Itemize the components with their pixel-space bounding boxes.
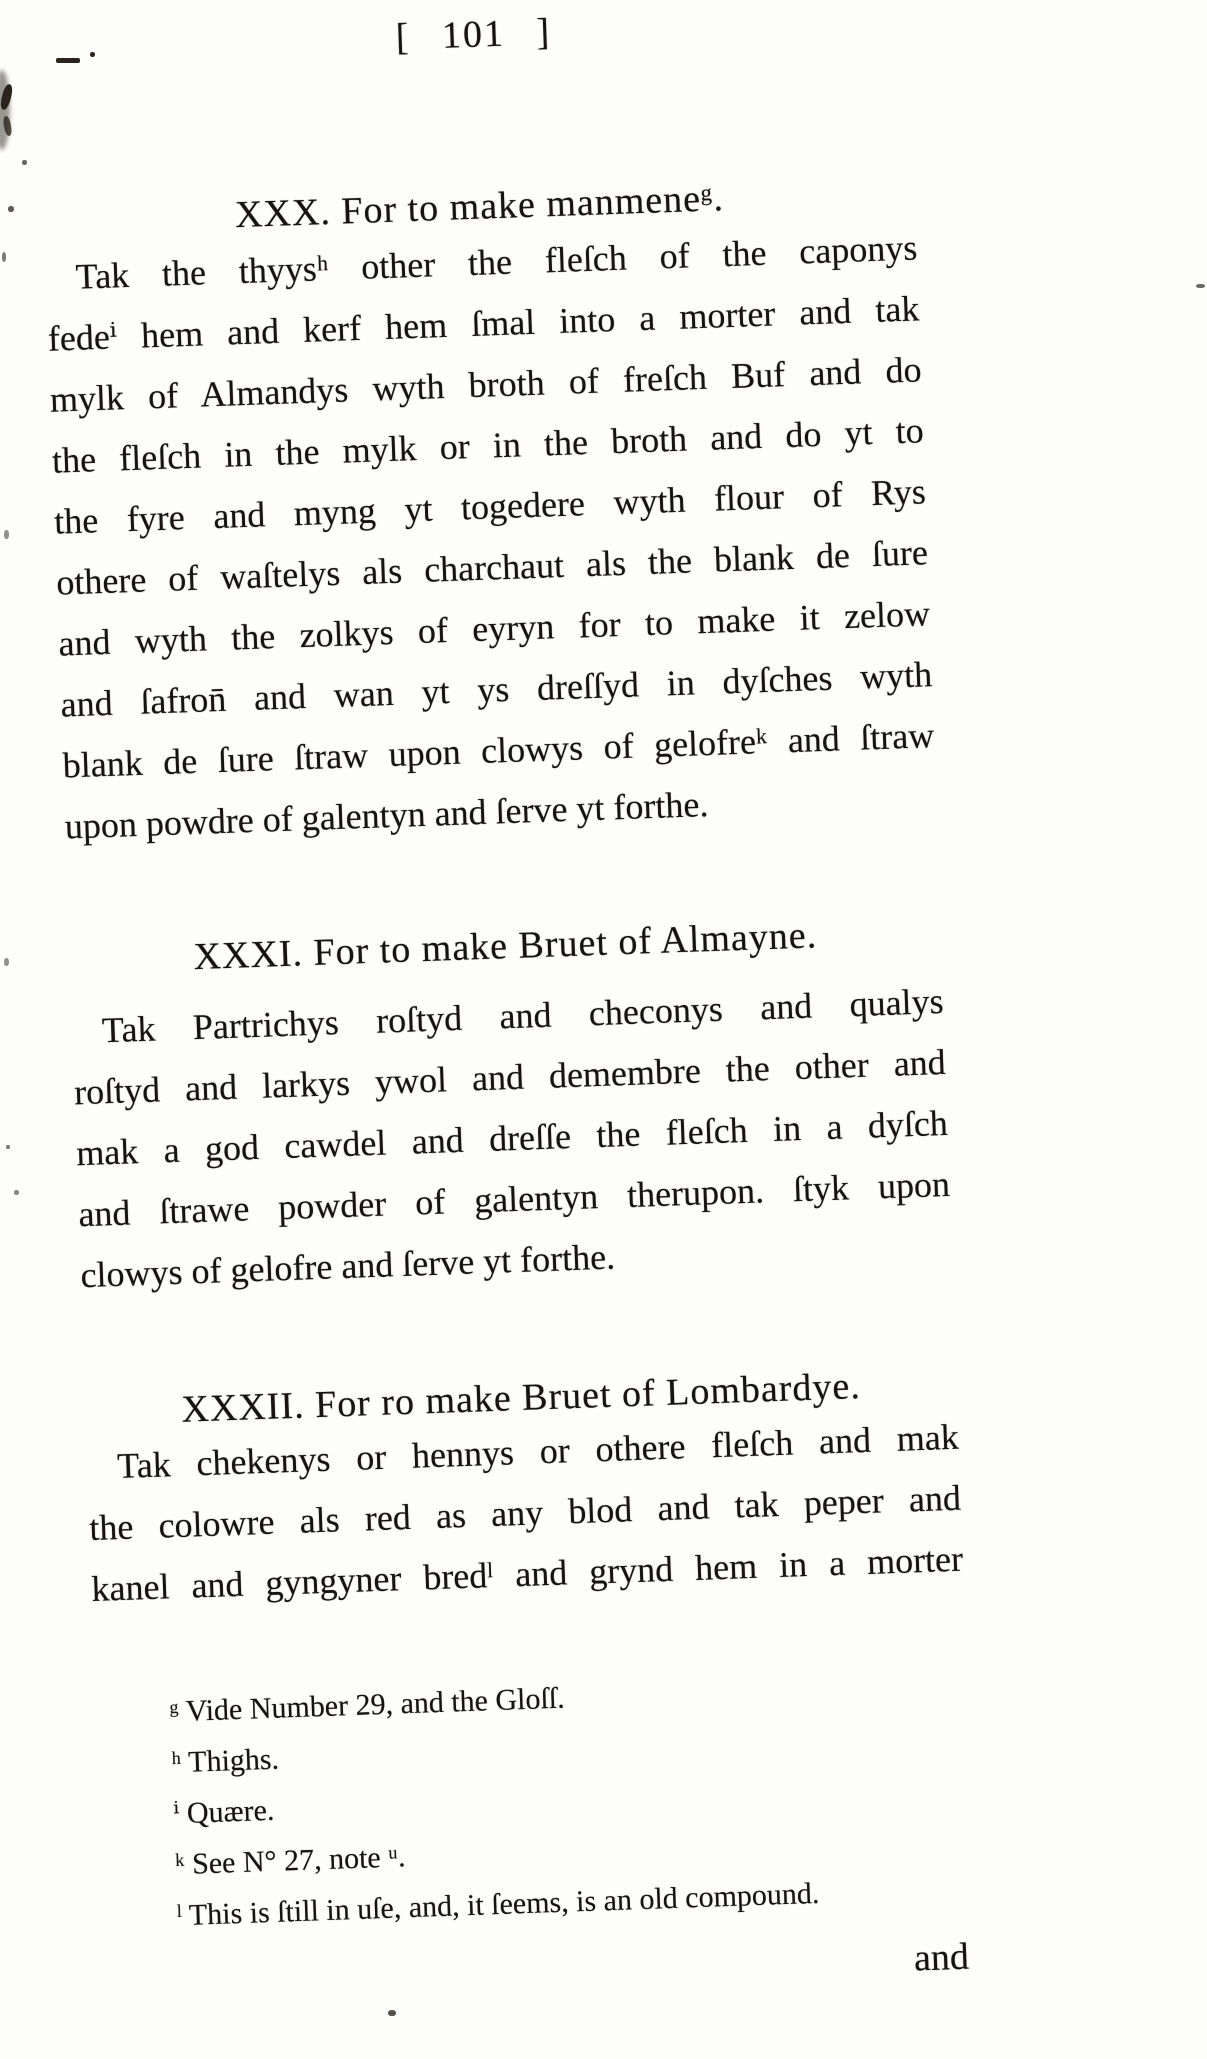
scan-smudge: [0, 70, 10, 150]
text-line: mylk of Almandys wyth broth of freſch Buf and do: [49, 349, 923, 420]
page-number: [ 101 ]: [395, 11, 552, 59]
text-line: the colowre als red as any blod and tak peper and: [88, 1477, 962, 1549]
text-line: fedeⁱ hem and kerf hem ſmal into a morter and tak: [47, 288, 920, 359]
recipe-heading-xxx: XXX. For to make manmeneᵍ.: [234, 177, 725, 237]
scan-speck: [4, 958, 9, 966]
text-line: ᵍ Vide Number 29, and the Gloſſ.: [169, 1681, 566, 1729]
catchword: and: [913, 1935, 970, 1980]
text-line: ʰ Thighs.: [171, 1742, 280, 1780]
text-line: upon powdre of galentyn and ſerve yt forthe.: [64, 784, 709, 847]
text-line: clowys of gelofre and ſerve yt forthe.: [79, 1236, 616, 1296]
text-line: and ſafron̄ and wan yt ys dreſſyd in dyſches wyth: [59, 654, 933, 725]
scan-speck: [8, 206, 14, 212]
scan-speck: [14, 1190, 19, 1195]
text-line: ᵏ See N° 27, note ᵘ.: [174, 1840, 407, 1882]
scan-speck: [4, 530, 9, 539]
text-line: Tak the thyysʰ other the fleſch of the caponys: [74, 227, 918, 297]
recipe-paragraph-xxxi: [71, 971, 953, 1306]
scan-speck: [22, 160, 27, 165]
text-line: ⁱ Quære.: [172, 1793, 275, 1831]
scan-speck: [2, 252, 6, 262]
recipe-paragraph-xxxii: [86, 1407, 964, 1620]
text-line: roſtyd and larkys ywol and demembre the other and: [73, 1041, 947, 1113]
text-line: the fleſch in the mylk or in the broth and do yt to: [51, 410, 925, 481]
text-line: blank de ſure ſtraw upon clowys of gelofreᵏ and ſtraw: [62, 715, 935, 786]
scan-speck: [6, 1145, 10, 1149]
text-line: kanel and gyngyner bredˡ and grynd hem in a morter: [90, 1538, 964, 1610]
text-line: and ſtrawe powder of galentyn therupon. ſtyk upon: [77, 1163, 951, 1235]
page-text-block: [36, 0, 979, 2059]
text-line: ˡ This is ſtill in uſe, and, it ſeems, is an old compound.: [176, 1876, 820, 1933]
text-line: othere of waſtelys als charchaut als the blank de ſure: [55, 532, 929, 603]
recipe-paragraph-xxx: [45, 217, 938, 857]
footnotes-block: [95, 1659, 975, 1944]
text-line: the fyre and myng yt togedere wyth flour of Rys: [53, 471, 927, 542]
text-line: and wyth the zolkys of eyryn for to make it zelow: [57, 593, 931, 664]
recipe-heading-xxxi: XXXI. For to make Bruet of Almayne.: [192, 914, 818, 979]
recipe-heading-xxxii: XXXII. For ro make Bruet of Lombardye.: [180, 1365, 862, 1431]
text-line: mak a god cawdel and dreſſe the fleſch in a dyſch: [75, 1102, 949, 1174]
text-line: Tak Partrichys roſtyd and checonys and qualys: [101, 980, 945, 1051]
scan-speck: [1196, 284, 1205, 288]
text-line: Tak chekenys or hennys or othere fleſch and mak: [116, 1416, 960, 1487]
